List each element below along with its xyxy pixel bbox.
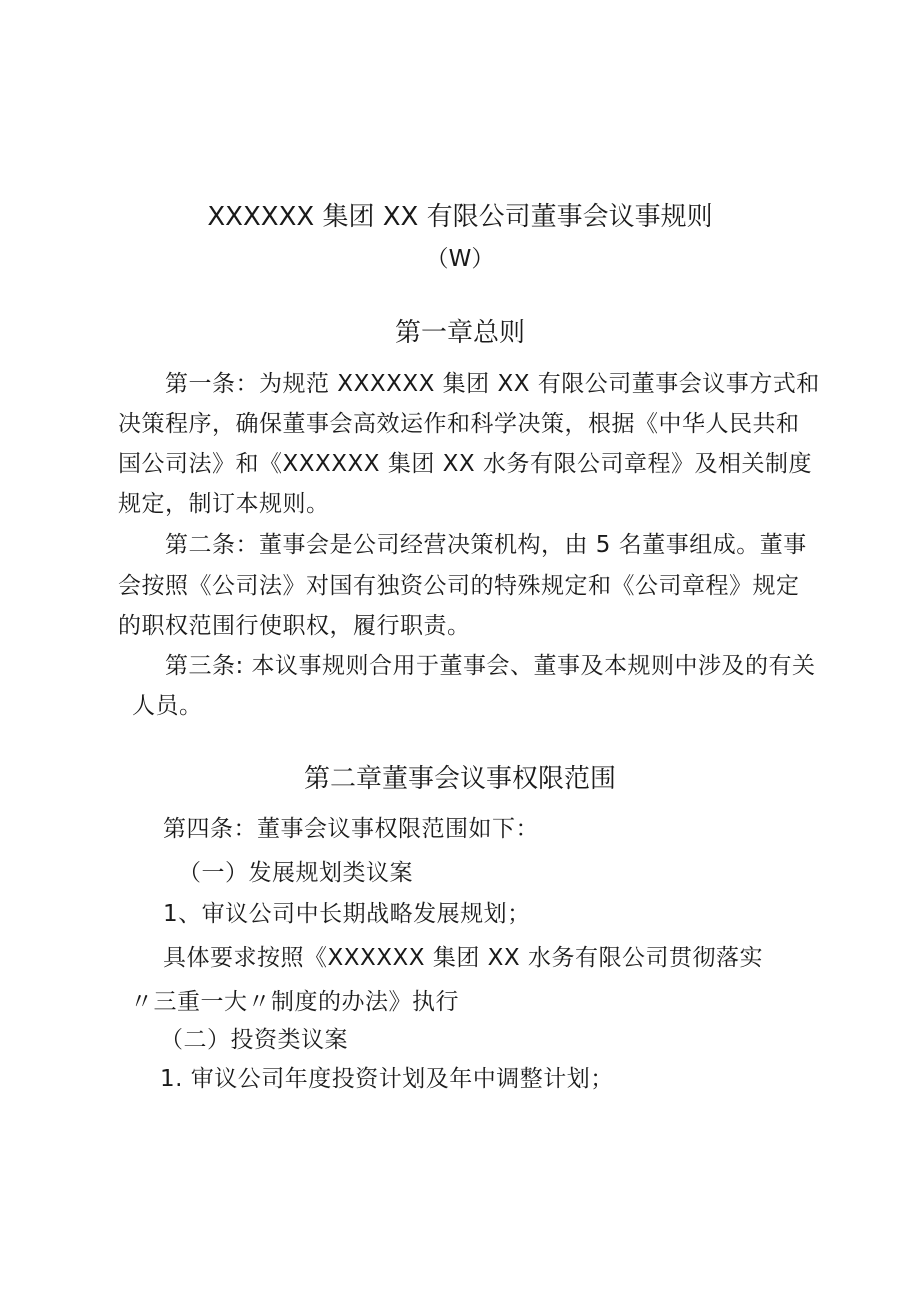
section-1-note-line-1: 具体要求按照《XXXXXX 集团 XX 水务有限公司贯彻落实 [163,945,763,971]
chapter-2-heading: 第二章董事会议事权限范围 [303,764,616,794]
section-1-item-1: 1、审议公司中长期战略发展规划； [163,901,531,927]
article-2-line-3: 的职权范围行使职权，履行职责。 [118,613,471,639]
article-2-line-1: 第二条：董事会是公司经营决策机构，由 5 名董事组成。董事 [165,532,807,558]
document-subtitle: （W） [425,246,495,272]
chapter-1-heading: 第一章总则 [394,318,525,348]
document-title: XXXXXX 集团 XX 有限公司董事会议事规则 [207,202,713,232]
article-1-line-3: 国公司法》和《XXXXXX 集团 XX 水务有限公司章程》及相关制度 [118,451,812,477]
article-1-line-1: 第一条：为规范 XXXXXX 集团 XX 有限公司董事会议事方式和 [165,371,820,397]
article-2-line-2: 会按照《公司法》对国有独资公司的特殊规定和《公司章程》规定 [118,573,800,599]
section-2-title: （二）投资类议案 [160,1027,348,1053]
article-1-line-2: 决策程序，确保董事会高效运作和科学决策，根据《中华人民共和 [118,411,800,437]
section-1-note-line-2: 〃三重一大〃制度的办法》执行 [130,989,459,1015]
section-2-item-1: 1. 审议公司年度投资计划及年中调整计划； [160,1066,614,1092]
section-1-title: （一）发展规划类议案 [178,860,413,886]
article-1-line-4: 规定，制订本规则。 [118,491,330,517]
article-3-line-1: 第三条: 本议事规则合用于董事会、董事及本规则中涉及的有关 [165,653,816,679]
article-4: 第四条：董事会议事权限范围如下： [163,816,539,842]
article-3-line-2: 人员。 [132,693,203,719]
